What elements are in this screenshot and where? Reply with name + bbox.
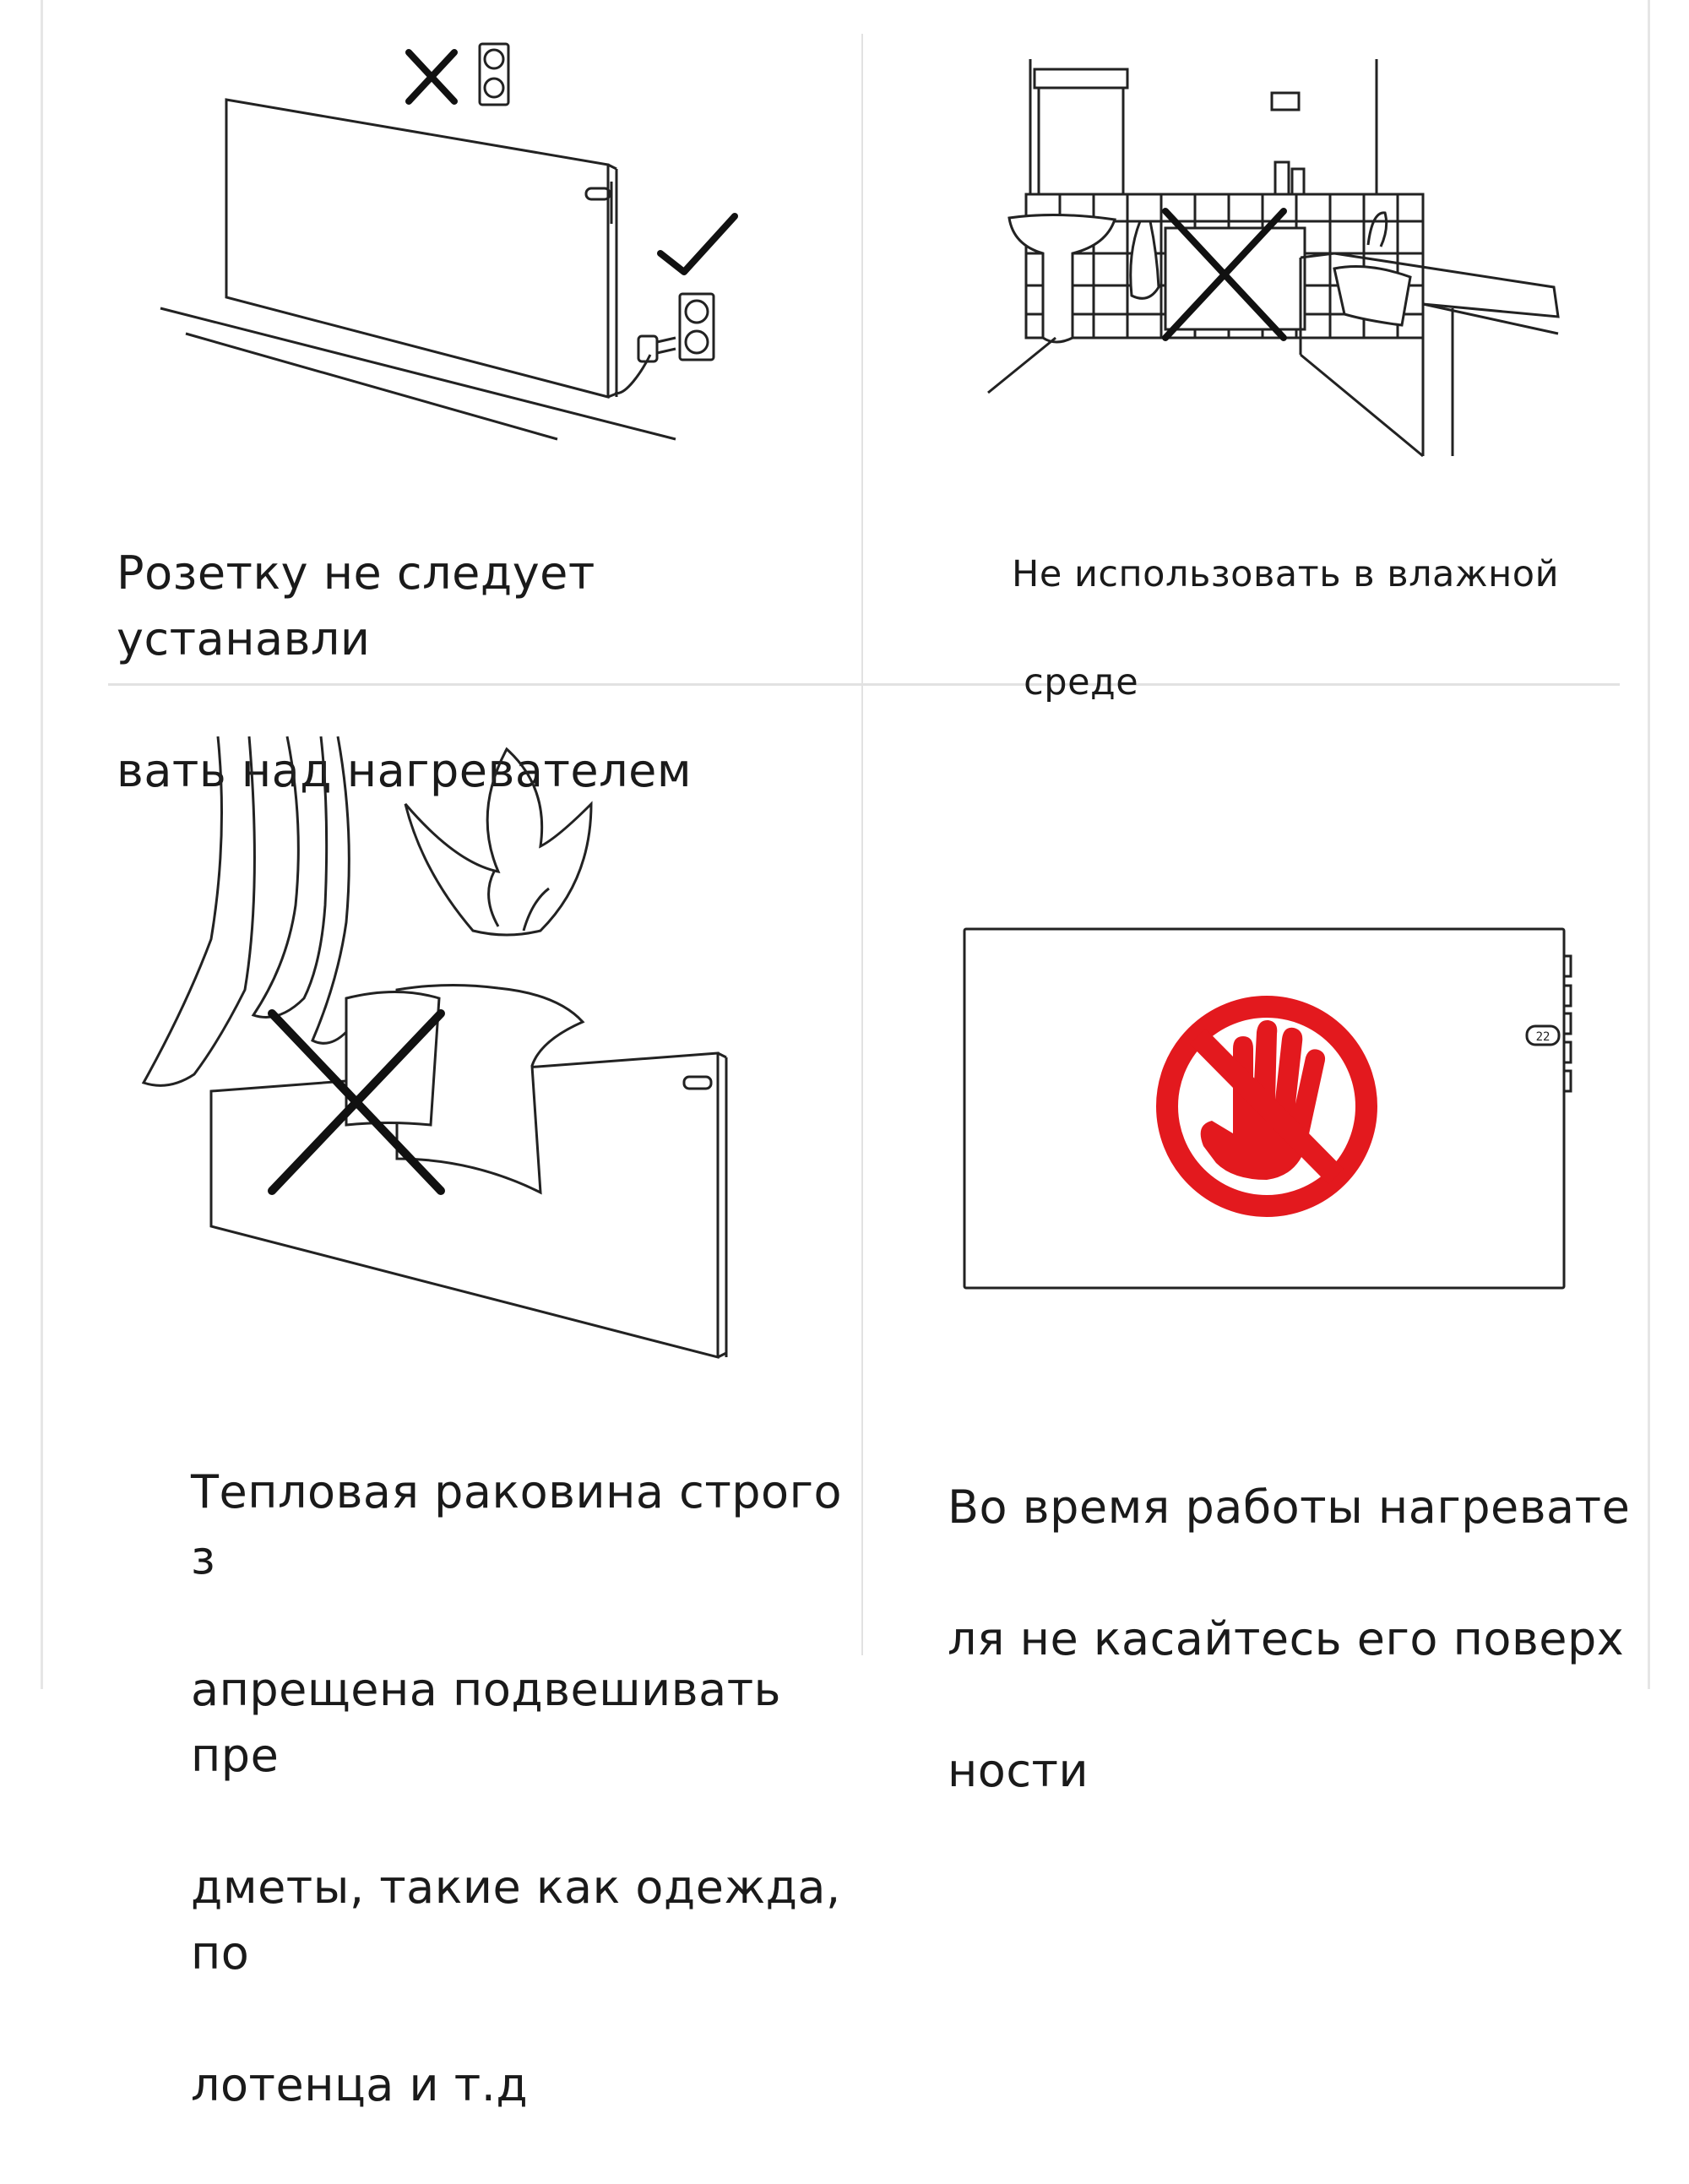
- caption-line: ности: [948, 1744, 1089, 1797]
- caption-line: апрещена подвешивать пре: [191, 1663, 781, 1782]
- caption-line: среде: [1012, 661, 1139, 704]
- caption-line: дметы, такие как одежда, по: [191, 1861, 841, 1980]
- caption-no-touch: [948, 1409, 1640, 1870]
- heater-curtain-fire-illustration: [0, 686, 861, 1378]
- bathroom-illustration: [861, 0, 1672, 473]
- checkmark-icon: [660, 216, 735, 272]
- panel-do-not-touch: [861, 686, 1672, 1797]
- cross-icon: [409, 52, 454, 101]
- heater-outlet-illustration: [0, 0, 861, 473]
- caption-line: Не использовать в влажной: [1012, 553, 1560, 595]
- heater-front-illustration: [861, 686, 1672, 1328]
- caption-line: вать над нагревателем: [117, 744, 692, 797]
- no-touch-prohibition-icon: [1167, 1007, 1366, 1206]
- display-readout: 22: [1535, 1030, 1551, 1044]
- panel-no-hanging-items: [0, 686, 861, 2111]
- panel-outlet-placement: [0, 0, 861, 797]
- panel-humid-environment: [861, 0, 1672, 704]
- caption-line: Тепловая раковина строго з: [191, 1465, 843, 1584]
- caption-line: Во время работы нагревате: [948, 1480, 1631, 1534]
- caption-no-hanging: [191, 1394, 850, 2184]
- caption-line: Розетку не следует устанавли: [117, 546, 595, 666]
- caption-line: лотенца и т.д: [191, 2058, 529, 2111]
- caption-line: ля не касайтесь его поверх: [948, 1612, 1625, 1665]
